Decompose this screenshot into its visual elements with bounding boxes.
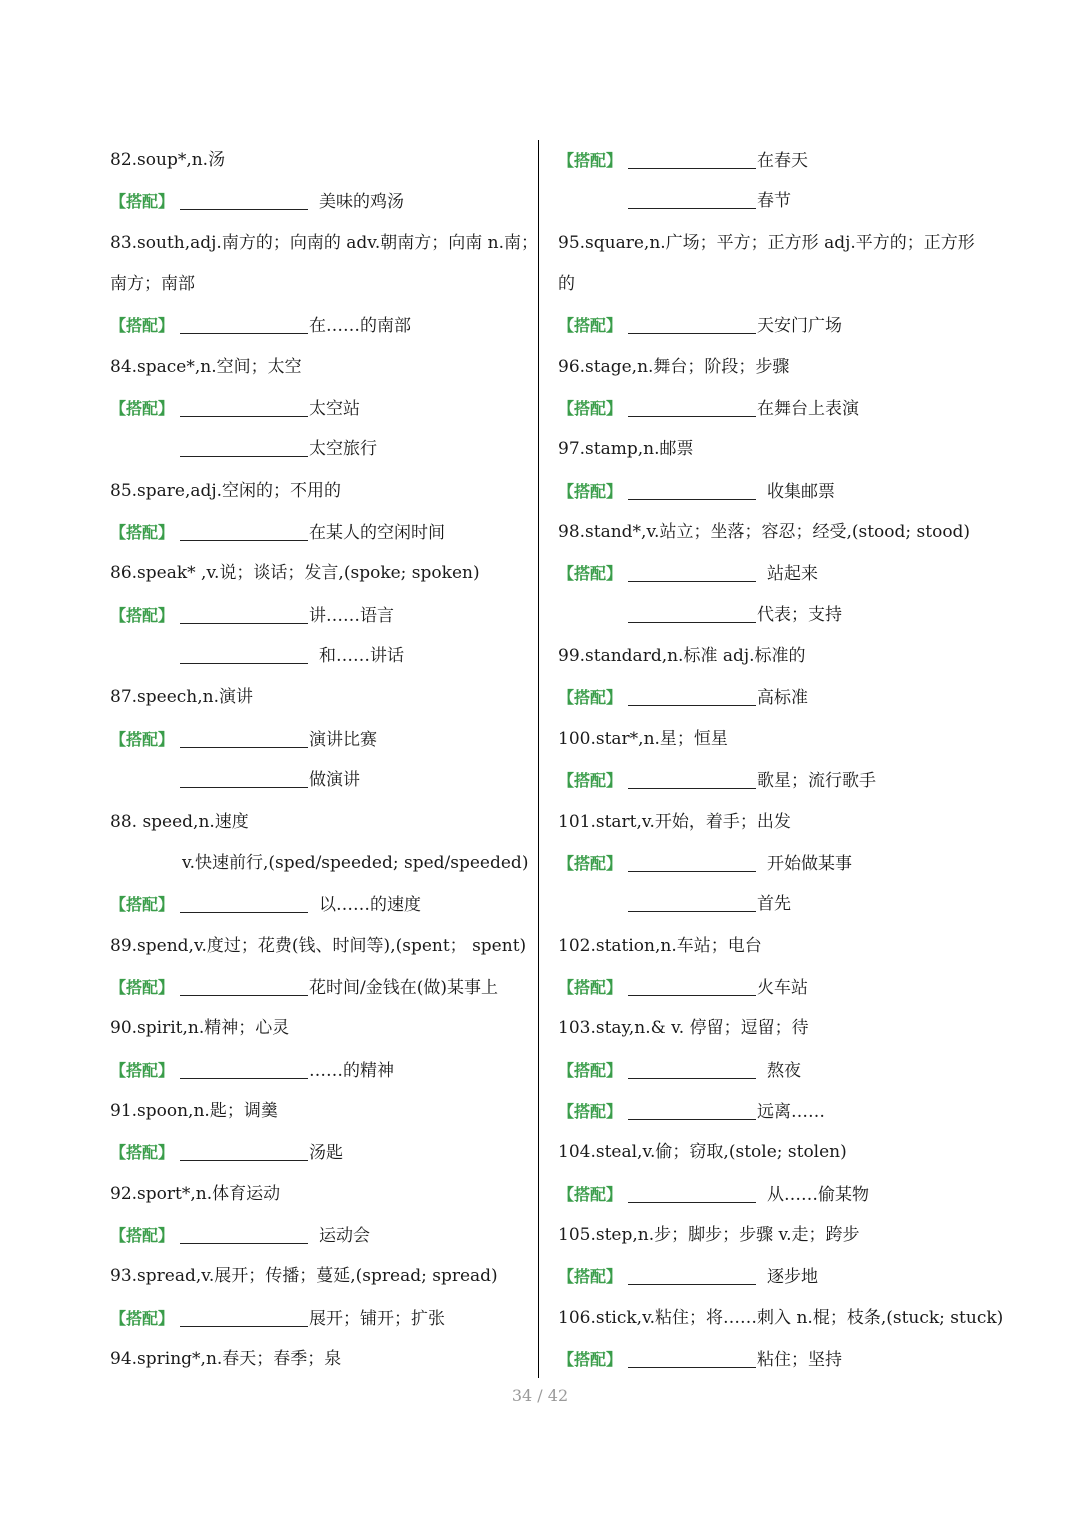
collocation-text: 从……偷某物 [767, 1184, 869, 1205]
collocation-text: 首先 [757, 894, 791, 915]
entry-102: 102.station,n.车站；电台 [558, 935, 762, 956]
entry-88-continued: v.快速前行,(sped/speeded; sped/speeded) [182, 852, 529, 873]
collocation-tag: 【搭配】 [110, 895, 175, 915]
collocation-row [558, 595, 998, 636]
collocation-text: 天安门广场 [757, 316, 842, 337]
collocation-tag: 【搭配】 [558, 1349, 623, 1369]
collocation-row [110, 760, 530, 801]
collocation-text: 火车站 [757, 977, 808, 998]
collocation-text: 花时间/金钱在(做)某事上 [309, 977, 498, 998]
entry-83-continued: 南方；南部 [110, 274, 195, 295]
collocation-row [558, 677, 998, 718]
entry-101: 101.start,v.开始，着手；出发 [558, 811, 791, 832]
entry-82: 82.soup*,n.汤 [110, 150, 226, 170]
collocation-tag: 【搭配】 [558, 1060, 623, 1080]
fill-blank[interactable] [628, 307, 756, 334]
fill-blank[interactable] [180, 390, 308, 417]
collocation-text: 熬夜 [767, 1060, 801, 1081]
collocation-tag: 【搭配】 [558, 399, 623, 419]
entry-96: 96.stage,n.舞台；阶段；步骤 [558, 356, 790, 377]
column-divider [538, 140, 539, 1378]
fill-blank[interactable] [628, 1093, 756, 1120]
fill-blank[interactable] [628, 1341, 756, 1368]
collocation-row [558, 1339, 998, 1380]
collocation-row [558, 181, 998, 222]
fill-blank[interactable] [628, 390, 756, 417]
collocation-text: 站起来 [767, 564, 818, 585]
fill-blank[interactable] [628, 845, 756, 872]
collocation-row [558, 760, 998, 801]
fill-blank[interactable] [628, 1176, 756, 1203]
collocation-text: 讲……语言 [309, 605, 394, 626]
entry-84: 84.space*,n.空间；太空 [110, 356, 302, 377]
collocation-row [110, 429, 530, 470]
collocation-row [558, 1050, 998, 1091]
collocation-row [110, 1132, 530, 1173]
collocation-text: 太空旅行 [309, 439, 377, 460]
entry-95-continued: 的 [558, 274, 575, 295]
collocation-tag: 【搭配】 [558, 316, 623, 336]
left-column [110, 140, 538, 1380]
collocation-row [558, 884, 998, 925]
fill-blank[interactable] [180, 721, 308, 748]
entry-88: 88. speed,n.速度 [110, 811, 249, 832]
entry-89: 89.spend,v.度过；花费(钱、时间等),(spent； spent) [110, 935, 527, 956]
collocation-text: 做演讲 [309, 770, 360, 791]
entry-93: 93.spread,v.展开；传播；蔓延,(spread; spread) [110, 1266, 498, 1287]
fill-blank[interactable] [628, 679, 756, 706]
fill-blank[interactable] [628, 182, 756, 209]
collocation-text: 以……的速度 [319, 895, 421, 916]
collocation-row [558, 1256, 998, 1297]
collocation-tag: 【搭配】 [110, 729, 175, 749]
collocation-tag: 【搭配】 [558, 1101, 623, 1121]
entry-91: 91.spoon,n.匙；调羹 [110, 1100, 278, 1121]
collocation-tag: 【搭配】 [558, 481, 623, 501]
collocation-tag: 【搭配】 [558, 564, 623, 584]
collocation-text: 收集邮票 [767, 481, 835, 502]
collocation-tag: 【搭配】 [558, 977, 623, 997]
collocation-text: ……的精神 [309, 1060, 394, 1081]
collocation-row [110, 967, 530, 1008]
collocation-row [558, 140, 998, 181]
collocation-row [110, 512, 530, 553]
fill-blank[interactable] [180, 886, 308, 913]
fill-blank[interactable] [180, 1217, 308, 1244]
collocation-text: 在某人的空闲时间 [309, 523, 445, 544]
fill-blank[interactable] [628, 473, 756, 500]
collocation-text: 汤匙 [309, 1143, 343, 1164]
collocation-tag: 【搭配】 [110, 1143, 175, 1163]
collocation-text: 在春天 [757, 151, 808, 171]
collocation-row [110, 636, 530, 677]
entry-86: 86.speak* ,v.说；谈话；发言,(spoke; spoken) [110, 563, 480, 584]
collocation-row [558, 305, 998, 346]
right-column [558, 140, 1004, 1380]
fill-blank[interactable] [180, 1052, 308, 1079]
entry-103: 103.stay,n.& v. 停留；逗留；待 [558, 1018, 809, 1039]
collocation-row [110, 1050, 530, 1091]
fill-blank[interactable] [180, 1300, 308, 1327]
fill-blank[interactable] [628, 596, 756, 623]
fill-blank[interactable] [180, 637, 308, 664]
entry-104: 104.steal,v.偷；窃取,(stole; stolen) [558, 1142, 847, 1163]
collocation-tag: 【搭配】 [110, 399, 175, 419]
collocation-tag: 【搭配】 [558, 853, 623, 873]
fill-blank[interactable] [628, 1258, 756, 1285]
collocation-tag: 【搭配】 [558, 1184, 623, 1204]
collocation-text: 和……讲话 [319, 646, 404, 667]
entry-92: 92.sport*,n.体育运动 [110, 1183, 281, 1204]
collocation-text: 代表；支持 [757, 604, 842, 625]
fill-blank[interactable] [180, 597, 308, 624]
collocation-row [558, 471, 998, 512]
entry-105: 105.step,n.步；脚步；步骤 v.走；跨步 [558, 1224, 860, 1245]
collocation-row [110, 1298, 530, 1339]
collocation-row [558, 967, 998, 1008]
fill-blank[interactable] [628, 142, 756, 169]
fill-blank[interactable] [628, 1052, 756, 1079]
fill-blank[interactable] [180, 183, 308, 210]
collocation-row [110, 595, 530, 636]
entry-98: 98.stand*,v.站立；坐落；容忍；经受,(stood; stood) [558, 522, 971, 543]
entry-106: 106.stick,v.粘住；将……刺入 n.棍；枝条,(stuck; stuck) [558, 1307, 1004, 1328]
collocation-row [110, 181, 530, 222]
fill-blank[interactable] [628, 555, 756, 582]
entry-99: 99.standard,n.标准 adj.标准的 [558, 646, 806, 667]
collocation-tag: 【搭配】 [110, 192, 175, 212]
entry-95: 95.square,n.广场；平方；正方形 adj.平方的；正方形 [558, 232, 975, 253]
entry-100: 100.star*,n.星；恒星 [558, 728, 728, 749]
fill-blank[interactable] [628, 762, 756, 789]
collocation-row [558, 553, 998, 594]
entry-97: 97.stamp,n.邮票 [558, 439, 694, 460]
fill-blank[interactable] [180, 430, 308, 457]
collocation-tag: 【搭配】 [110, 1308, 175, 1328]
collocation-tag: 【搭配】 [110, 1060, 175, 1080]
collocation-tag: 【搭配】 [110, 1225, 175, 1245]
fill-blank[interactable] [628, 885, 756, 912]
collocation-tag: 【搭配】 [558, 771, 623, 791]
collocation-tag: 【搭配】 [558, 151, 623, 170]
fill-blank[interactable] [180, 514, 308, 541]
entry-87: 87.speech,n.演讲 [110, 687, 253, 708]
collocation-tag: 【搭配】 [558, 688, 623, 708]
collocation-tag: 【搭配】 [110, 316, 175, 336]
collocation-text: 春节 [757, 191, 791, 212]
entry-94: 94.spring*,n.春天；春季；泉 [110, 1348, 342, 1369]
entry-83: 83.south,adj.南方的；向南的 adv.朝南方；向南 n.南； [110, 232, 538, 253]
collocation-tag: 【搭配】 [110, 977, 175, 997]
collocation-text: 高标准 [757, 688, 808, 709]
collocation-row [558, 1174, 998, 1215]
collocation-row [558, 1091, 998, 1132]
page-number: 34 / 42 [511, 1386, 569, 1405]
collocation-text: 运动会 [319, 1225, 370, 1246]
collocation-text: 在……的南部 [309, 316, 411, 337]
fill-blank[interactable] [180, 1134, 308, 1161]
collocation-text: 歌星；流行歌手 [757, 771, 876, 792]
collocation-row [110, 388, 530, 429]
collocation-row [558, 388, 998, 429]
fill-blank[interactable] [180, 761, 308, 788]
collocation-tag: 【搭配】 [110, 523, 175, 543]
collocation-text: 在舞台上表演 [757, 399, 859, 420]
fill-blank[interactable] [180, 307, 308, 334]
collocation-row [558, 843, 998, 884]
collocation-text: 展开；铺开；扩张 [309, 1308, 445, 1329]
fill-blank[interactable] [180, 969, 308, 996]
entry-85: 85.spare,adj.空闲的；不用的 [110, 480, 342, 501]
collocation-text: 粘住；坚持 [757, 1349, 842, 1370]
collocation-row [110, 305, 530, 346]
collocation-row [110, 719, 530, 760]
collocation-tag: 【搭配】 [558, 1267, 623, 1287]
fill-blank[interactable] [628, 969, 756, 996]
collocation-text: 美味的鸡汤 [319, 192, 404, 213]
collocation-text: 太空站 [309, 399, 360, 420]
collocation-row [110, 884, 530, 925]
collocation-tag: 【搭配】 [110, 605, 175, 625]
collocation-text: 逐步地 [767, 1267, 818, 1288]
collocation-text: 演讲比赛 [309, 729, 377, 750]
collocation-text: 开始做某事 [767, 853, 852, 874]
collocation-text: 远离…… [757, 1101, 825, 1122]
entry-90: 90.spirit,n.精神；心灵 [110, 1018, 290, 1039]
collocation-row [110, 1215, 530, 1256]
